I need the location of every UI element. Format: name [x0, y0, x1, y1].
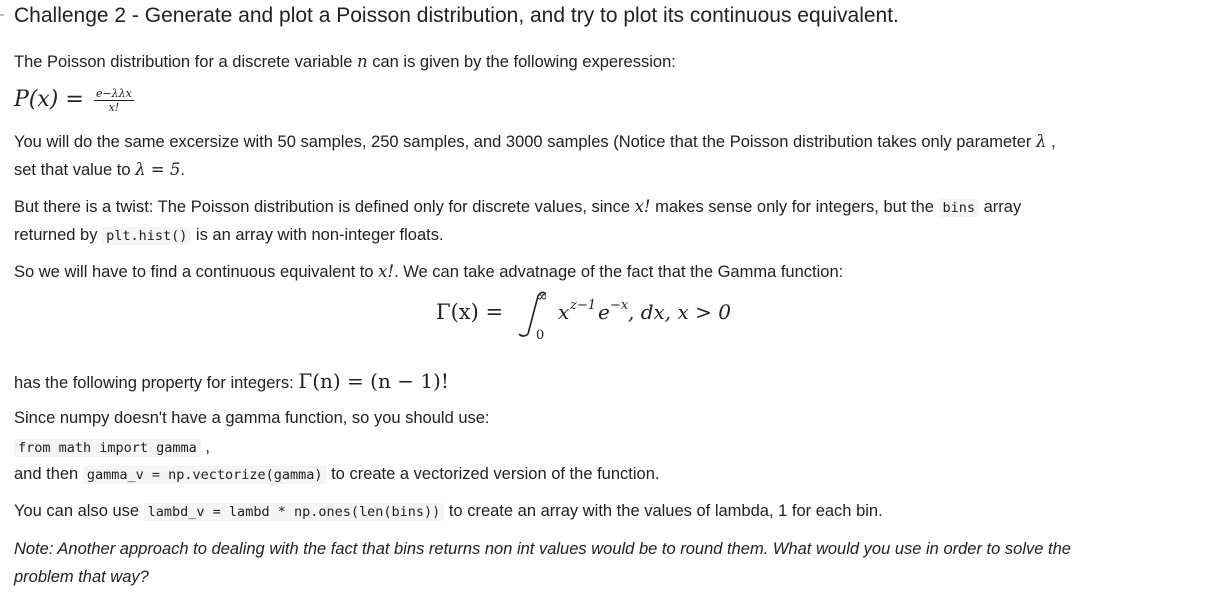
vectorize-code: gamma_v = np.vectorize(gamma) [83, 466, 327, 484]
exercise-line-1 [14, 128, 1056, 156]
exercise-text-1: You will do the same excersize with 50 samples, 250 samples, and 3000 samples (Notice that the Poisson distribution takes only parameter [14, 133, 1037, 151]
vectorize-before: and then [14, 465, 83, 483]
integral-upper: ∞ [536, 289, 548, 305]
exercise-line-2 [14, 156, 185, 184]
numpy-note: Since numpy doesn't have a gamma function, so you should use: [14, 409, 490, 427]
property-formula: Γ(n) = (n − 1)! [298, 369, 449, 393]
poisson-fraction [94, 88, 134, 113]
import-after: , [200, 438, 210, 456]
factorial-x: x! [634, 197, 651, 216]
integral-lower: 0 [536, 328, 545, 343]
twist-text-1: But there is a twist: The Poisson distribution is defined only for discrete values, since [14, 198, 635, 216]
intro-variable: n [357, 52, 368, 71]
vectorize-after: to create a vectorized version of the function. [326, 465, 660, 483]
poisson-lhs: P(x) = [14, 87, 84, 112]
lambda-array-after: to create an array with the values of lambda, 1 for each bin. [444, 502, 883, 520]
property-paragraph [14, 367, 449, 397]
twist-line-2 [14, 221, 444, 250]
integrand-exponent: z−1 [570, 298, 597, 313]
import-line [14, 433, 210, 462]
note-line-2: problem that way? [14, 568, 149, 586]
lambda-symbol: λ [1036, 132, 1047, 151]
continuous-text-after: . We can take advatnage of the fact that the Gamma function: [394, 263, 844, 281]
exercise-text-2: set that value to [14, 161, 136, 179]
integrand-x: x [558, 300, 570, 324]
intro-text-after: can is given by the following experession: [367, 53, 676, 71]
exercise-text-1-end: , [1046, 133, 1056, 151]
twist-text-mid: makes sense only for integers, but the [650, 198, 939, 216]
hist-code: plt.hist() [102, 227, 191, 245]
note-line-1: Note: Another approach to dealing with the fact that bins returns non int values would be to round them. What would you use in order to solve the [14, 540, 1071, 558]
poisson-formula [14, 86, 134, 113]
bins-code: bins [939, 199, 980, 217]
property-text: has the following property for integers: [14, 374, 299, 392]
lambda-value: λ = 5 [135, 160, 181, 179]
twist-text-2-end: is an array with non-integer floats. [191, 226, 444, 244]
poisson-denominator: x! [108, 100, 120, 114]
twist-line-1 [14, 193, 1021, 222]
import-code: from math import gamma [14, 439, 201, 457]
lambda-array-before: You can also use [14, 502, 144, 520]
e-exponent: −x [610, 298, 629, 313]
factorial-x-2: x! [378, 262, 395, 281]
cell-edge-marker [0, 14, 4, 16]
continuous-paragraph [14, 258, 843, 286]
twist-text-1-end: array [979, 198, 1022, 216]
integrand-e: e [598, 300, 610, 324]
poisson-numerator: e−λλx [95, 86, 132, 100]
vectorize-paragraph [14, 460, 659, 489]
continuous-text-before: So we will have to find a continuous equivalent to [14, 263, 379, 281]
exercise-text-2-end: . [180, 161, 185, 179]
intro-text-before: The Poisson distribution for a discrete variable [14, 53, 358, 71]
page-title: Challenge 2 - Generate and plot a Poisson distribution, and try to plot its continuous equivalent. [14, 4, 899, 27]
integrand-tail: , dx, x > 0 [628, 300, 731, 324]
gamma-formula [436, 288, 756, 342]
lambda-array-paragraph [14, 497, 883, 526]
twist-text-2: returned by [14, 226, 103, 244]
gamma-lhs: Γ(x) = [436, 300, 504, 324]
intro-paragraph [14, 48, 676, 76]
lambda-array-code: lambd_v = lambd * np.ones(len(bins)) [144, 503, 445, 521]
